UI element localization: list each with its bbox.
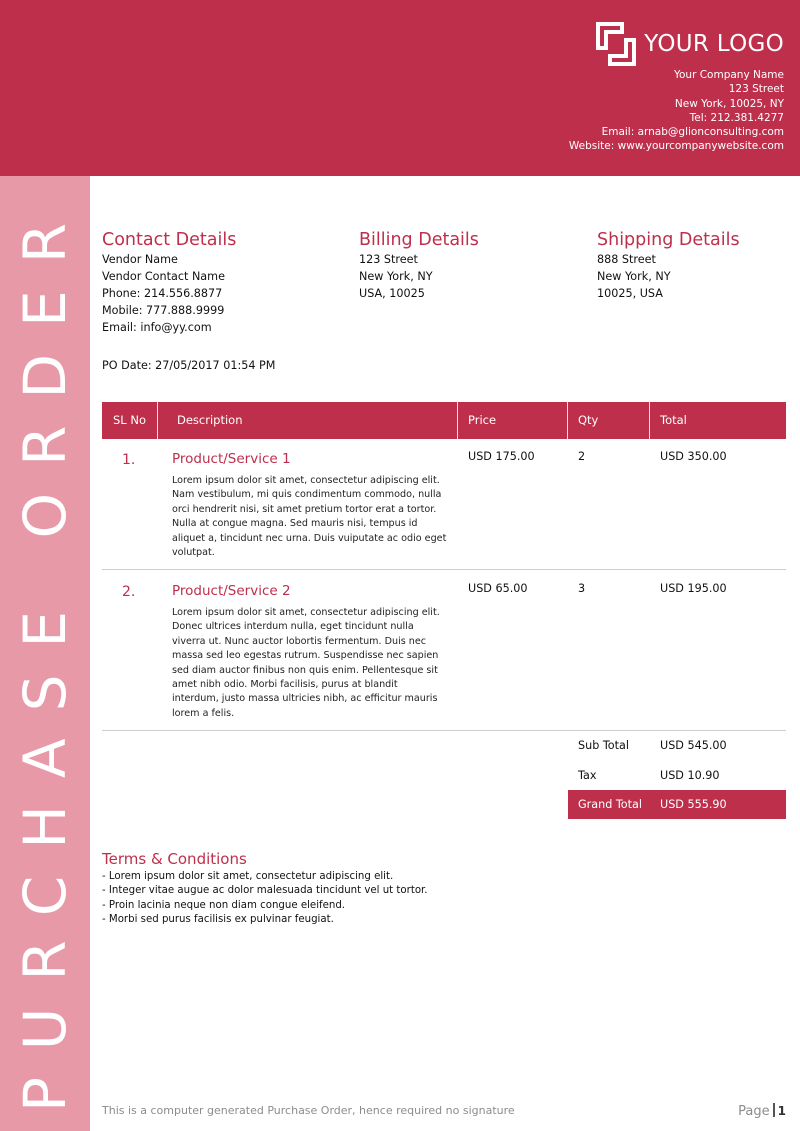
vendor-contact-name: Vendor Contact Name <box>102 270 225 283</box>
terms-section <box>102 850 428 928</box>
billing-details <box>359 232 479 302</box>
col-sl-no: SL No <box>113 413 147 427</box>
header-banner <box>0 0 800 176</box>
terms-item: - Integer vitae augue ac dolor malesuada tincidunt vel ut tortor. <box>102 885 428 897</box>
header-divider <box>567 402 568 439</box>
header-divider <box>157 402 158 439</box>
item-price: USD 175.00 <box>468 450 535 463</box>
company-info <box>569 68 784 154</box>
grand-total-label: Grand Total <box>578 798 642 811</box>
billing-title: Billing Details <box>359 230 479 250</box>
item-qty: 3 <box>578 582 586 595</box>
page-number <box>738 1103 786 1119</box>
company-city: New York, 10025, NY <box>674 97 784 110</box>
grand-total-value: USD 555.90 <box>660 798 727 811</box>
table-header <box>102 402 786 439</box>
item-description: Lorem ipsum dolor sit amet, consectetur adipiscing elit. Nam vestibulum, mi quis condimentum commodo, nulla orci hendrerit nisi, sit amet pretium tortor erat a tortor. Nulla at congue magna. Sed mauris nisi, tempus id aliquet a, tincidunt nec urna. Duis vuiputate ac odio eget volutpat. <box>172 475 447 559</box>
subtotal-value: USD 545.00 <box>660 739 727 752</box>
header-divider <box>649 402 650 439</box>
shipping-details <box>597 232 740 302</box>
document-title: PURCHASE ORDER <box>11 195 79 1113</box>
grand-total-row <box>568 790 786 819</box>
terms-item: - Proin lacinia neque non diam congue eleifend. <box>102 899 346 911</box>
tax-row <box>568 761 786 790</box>
company-website: Website: www.yourcompanywebsite.com <box>568 140 784 153</box>
shipping-line: New York, NY <box>597 270 671 283</box>
page-separator <box>773 1103 775 1117</box>
billing-line: USA, 10025 <box>359 287 425 300</box>
company-name: Your Company Name <box>673 69 784 81</box>
shipping-line: 888 Street <box>597 253 656 266</box>
company-street: 123 Street <box>728 83 784 96</box>
col-total: Total <box>660 413 687 427</box>
vendor-mobile: Mobile: 777.888.9999 <box>102 304 225 317</box>
company-tel: Tel: 212.381.4277 <box>689 111 784 124</box>
page-label: Page <box>738 1104 770 1119</box>
terms-item: - Lorem ipsum dolor sit amet, consectetur adipiscing elit. <box>102 871 394 882</box>
shipping-title: Shipping Details <box>597 230 740 250</box>
item-total: USD 195.00 <box>660 582 727 595</box>
billing-line: New York, NY <box>359 270 433 283</box>
shipping-line: 10025, USA <box>597 287 663 300</box>
company-email: Email: arnab@glionconsulting.com <box>601 126 784 139</box>
terms-title: Terms & Conditions <box>102 850 247 868</box>
col-qty: Qty <box>578 413 599 427</box>
item-name: Product/Service 2 <box>172 583 291 599</box>
header-divider <box>457 402 458 439</box>
item-total: USD 350.00 <box>660 450 727 463</box>
item-name: Product/Service 1 <box>172 451 291 467</box>
item-number: 1. <box>122 452 136 468</box>
logo <box>596 22 784 66</box>
col-description: Description <box>177 413 243 427</box>
col-price: Price <box>468 413 497 427</box>
vendor-name: Vendor Name <box>102 253 178 266</box>
page-number-value: 1 <box>777 1104 786 1118</box>
tax-label: Tax <box>578 769 597 782</box>
logo-mark-icon <box>596 22 636 66</box>
terms-item: - Morbi sed purus facilisis ex pulvinar feugiat. <box>102 914 334 926</box>
terms-list <box>102 870 428 928</box>
logo-text: YOUR LOGO <box>644 31 784 57</box>
vendor-phone: Phone: 214.556.8877 <box>102 287 223 300</box>
subtotal-row <box>568 731 786 760</box>
item-qty: 2 <box>578 450 586 463</box>
contact-title: Contact Details <box>102 230 237 250</box>
sidebar <box>0 176 90 1131</box>
po-date: PO Date: 27/05/2017 01:54 PM <box>102 359 276 372</box>
tax-value: USD 10.90 <box>660 769 720 782</box>
row-divider <box>102 569 786 570</box>
item-description: Lorem ipsum dolor sit amet, consectetur adipiscing elit. Donec ultrices interdum nulla, eget tincidunt nulla viverra ut. Nunc auctor lobortis fermentum. Duis nec massa sed leo egestas rutrum. Suspendisse nec sapien sed diam auctor finibus non quis enim. Pellentesque sit amet nibh odio. Morbi facilisis, purus at blandit interdum, justo massa ultricies nibh, ac efficitur mauris lorem a felis. <box>172 607 440 719</box>
contact-details <box>102 232 236 336</box>
subtotal-label: Sub Total <box>578 739 629 752</box>
billing-line: 123 Street <box>359 253 418 266</box>
item-number: 2. <box>122 584 136 600</box>
footer-note: This is a computer generated Purchase Order, hence required no signature <box>102 1104 515 1117</box>
vendor-email: Email: info@yy.com <box>102 321 212 334</box>
item-price: USD 65.00 <box>468 582 528 595</box>
